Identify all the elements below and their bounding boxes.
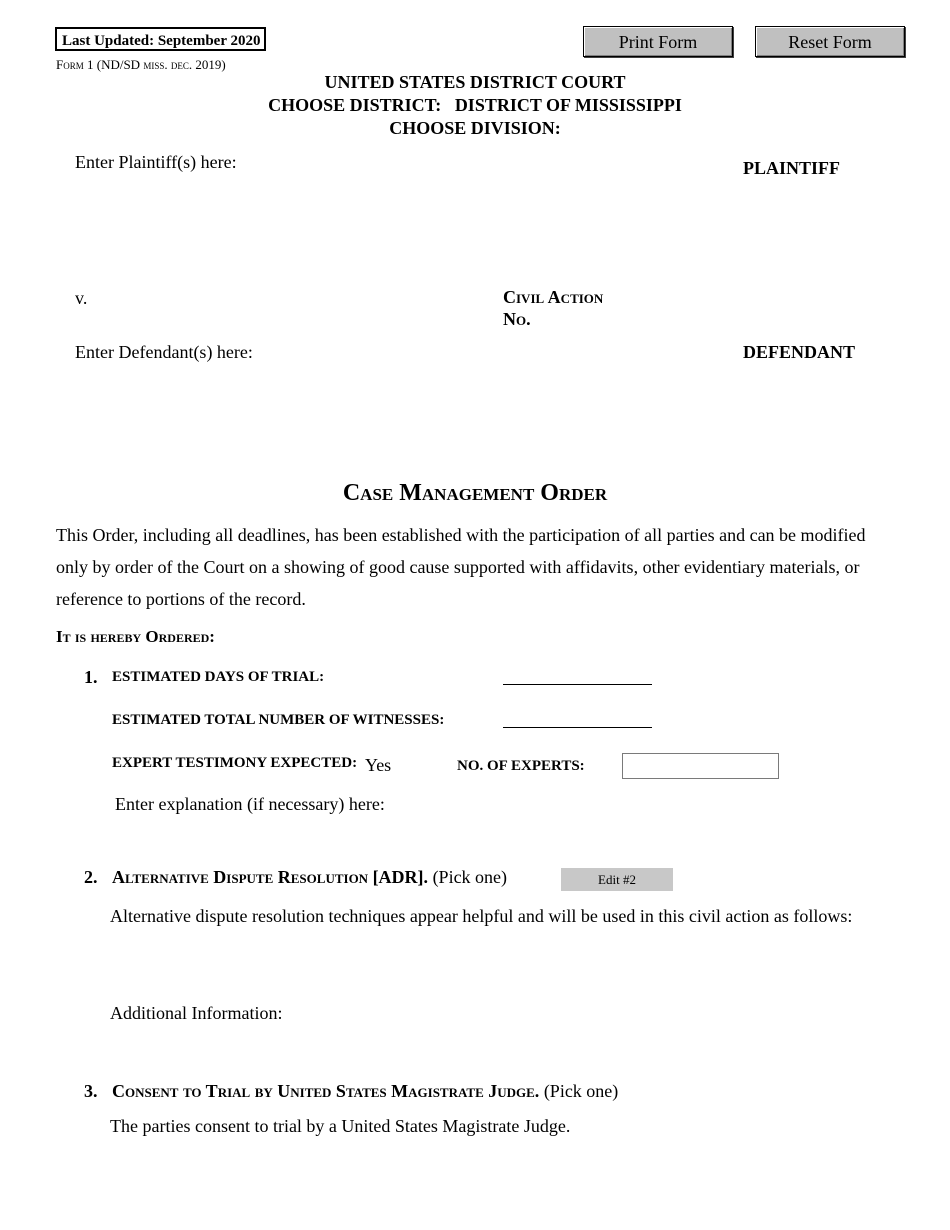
- print-form-button[interactable]: Print Form: [583, 26, 733, 57]
- witnesses-label: ESTIMATED TOTAL NUMBER OF WITNESSES:: [112, 712, 445, 728]
- district-line: [0, 95, 950, 116]
- section2-heading: [112, 867, 507, 888]
- form-id: Form 1 (ND/SD miss. dec. 2019): [56, 57, 226, 72]
- court-name: UNITED STATES DISTRICT COURT: [324, 72, 626, 92]
- civil-action-no-input[interactable]: No.: [503, 309, 531, 329]
- edit-section2-button[interactable]: Edit #2: [561, 868, 673, 891]
- explanation-input[interactable]: Enter explanation (if necessary) here:: [115, 794, 385, 814]
- defendant-label: DEFENDANT: [743, 342, 856, 362]
- witnesses-input[interactable]: [503, 727, 652, 728]
- order-title: Case Management Order: [342, 480, 608, 506]
- last-updated-badge: Last Updated: September 2020: [55, 27, 266, 51]
- trial-days-label: ESTIMATED DAYS OF TRIAL:: [112, 669, 325, 685]
- section2-title: Alternative Dispute Resolution [ADR].: [112, 867, 429, 887]
- additional-info-input[interactable]: Additional Information:: [110, 1003, 283, 1023]
- section3-pick: (Pick one): [543, 1081, 619, 1101]
- civil-action-label: Civil Action: [503, 287, 604, 307]
- expert-testimony-label: EXPERT TESTIMONY EXPECTED:: [112, 755, 358, 771]
- section3-heading: [112, 1081, 618, 1102]
- section2-number: 2.: [84, 867, 98, 887]
- versus-text: v.: [75, 288, 88, 308]
- plaintiff-input[interactable]: Enter Plaintiff(s) here:: [75, 152, 237, 172]
- section3-number: 3.: [84, 1081, 98, 1101]
- adr-select[interactable]: Alternative dispute resolution techniques appear helpful and will be used in this civil action as follows:: [110, 906, 853, 926]
- section2-pick: (Pick one): [432, 867, 508, 887]
- district-label: CHOOSE DISTRICT:: [268, 95, 442, 115]
- experts-count-input[interactable]: [622, 753, 779, 779]
- order-intro: This Order, including all deadlines, has been established with the participation of all parties and can be modified only by order of the Court on a showing of good cause supported with affidavits, other evidentiary materials, or reference to portions of the record.: [56, 525, 866, 609]
- plaintiff-label: PLAINTIFF: [743, 158, 841, 178]
- consent-select[interactable]: The parties consent to trial by a United States Magistrate Judge.: [110, 1116, 571, 1136]
- expert-testimony-select[interactable]: Yes: [365, 755, 392, 775]
- defendant-input[interactable]: Enter Defendant(s) here:: [75, 342, 253, 362]
- trial-days-input[interactable]: [503, 684, 652, 685]
- district-select[interactable]: DISTRICT OF MISSISSIPPI: [454, 95, 682, 115]
- section1-number: 1.: [84, 667, 98, 687]
- reset-form-button[interactable]: Reset Form: [755, 26, 905, 57]
- division-select[interactable]: CHOOSE DIVISION:: [389, 118, 561, 138]
- experts-count-label: NO. OF EXPERTS:: [457, 758, 585, 774]
- hereby-ordered: It is hereby Ordered:: [56, 627, 215, 646]
- section3-title: Consent to Trial by United States Magistrate Judge.: [112, 1081, 540, 1101]
